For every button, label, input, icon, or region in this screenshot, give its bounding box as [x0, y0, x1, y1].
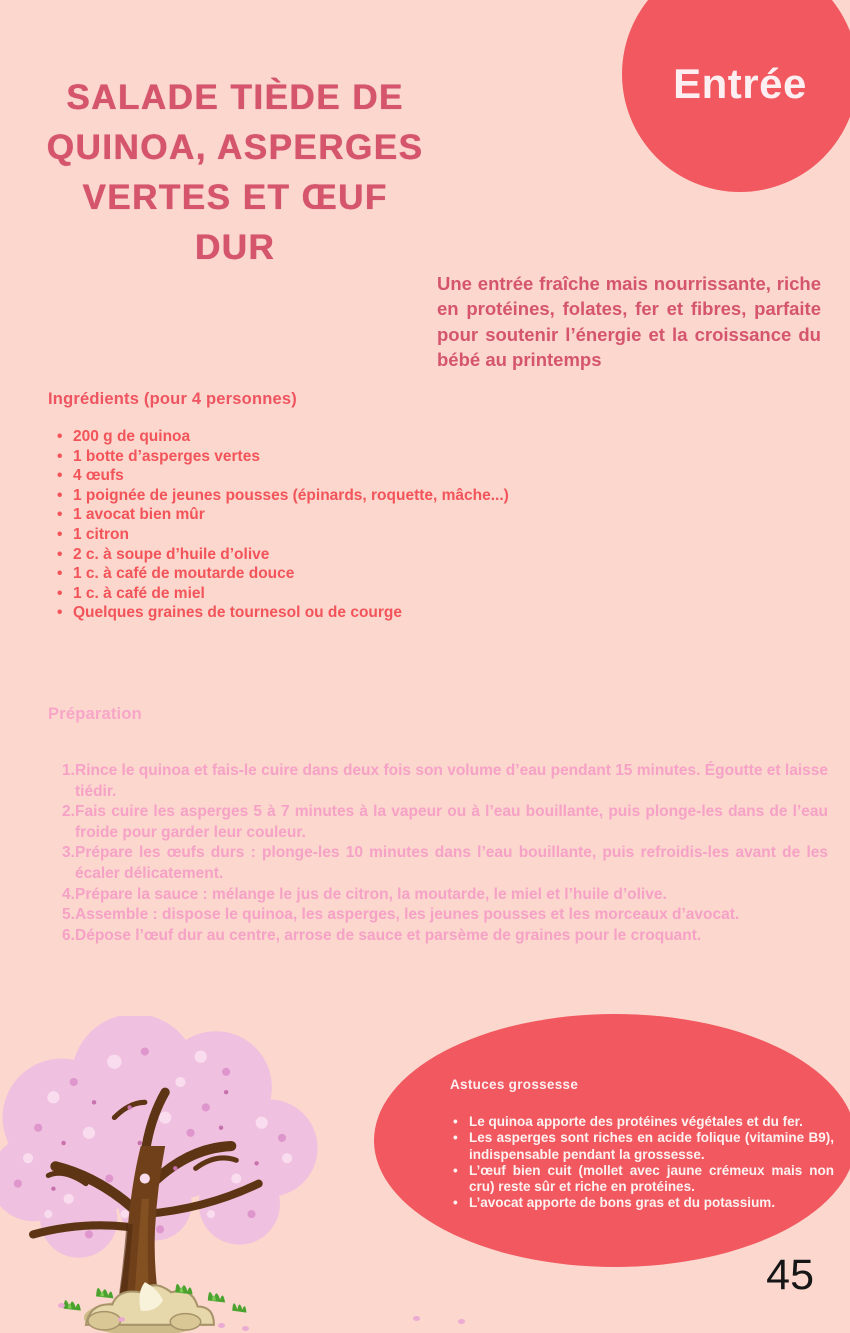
- pregnancy-tip-item: • Les asperges sont riches en acide folique (vitamine B9), indispensable pendant la grossesse.: [452, 1130, 834, 1163]
- category-badge-label: Entrée: [673, 60, 807, 107]
- preparation-step: Prépare les œufs durs : plonge-les 10 minutes dans l’eau bouillante, puis refroidis-les avant de les écaler délicatement.: [75, 844, 828, 882]
- cherry-blossom-tree-illustration: [0, 1016, 320, 1333]
- ingredient-item: • 1 c. à café de miel: [56, 584, 576, 604]
- pregnancy-tip-item: • L’avocat apporte de bons gras et du potassium.: [452, 1195, 834, 1211]
- pregnancy-tip-item: • L’œuf bien cuit (mollet avec jaune crémeux mais non cru) reste sûr et riche en protéines.: [452, 1163, 834, 1196]
- ingredient-item: • 1 poignée de jeunes pousses (épinards, roquette, mâche...): [56, 486, 576, 506]
- preparation-steps-list: [62, 761, 828, 946]
- ingredient-item: • 200 g de quinoa: [56, 427, 576, 447]
- preparation-step: Assemble : dispose le quinoa, les asperges, les jeunes pousses et les morceaux d’avocat.: [75, 906, 740, 924]
- page-title: [38, 73, 432, 273]
- fallen-petal: [458, 1319, 465, 1324]
- ingredients-list: [56, 427, 576, 623]
- ingredient-item: • 1 c. à café de moutarde douce: [56, 564, 576, 584]
- ingredient-item: • 2 c. à soupe d’huile d’olive: [56, 545, 576, 565]
- page-number: 45: [766, 1251, 814, 1299]
- pregnancy-tips-panel: [374, 1014, 850, 1267]
- pregnancy-tips-list: [452, 1114, 834, 1212]
- pregnancy-tip-item: • Le quinoa apporte des protéines végétales et du fer.: [452, 1114, 834, 1130]
- preparation-step: Rince le quinoa et fais-le cuire dans deux fois son volume d’eau pendant 15 minutes. Égoutte et laisse tiédir.: [75, 762, 828, 800]
- ingredient-item: • 1 citron: [56, 525, 576, 545]
- preparation-step: Prépare la sauce : mélange le jus de citron, la moutarde, le miel et l’huile d’olive.: [75, 885, 667, 903]
- ingredient-item: • 1 botte d’asperges vertes: [56, 447, 576, 467]
- intro-paragraph: Une entrée fraîche mais nourrissante, riche en protéines, folates, fer et fibres, parfaite pour soutenir l’énergie et la croissance du bébé au printemps: [437, 272, 821, 370]
- preparation-step: Dépose l’œuf dur au centre, arrose de sauce et parsème de graines pour le croquant.: [75, 926, 702, 944]
- ingredient-item: • Quelques graines de tournesol ou de courge: [56, 603, 576, 623]
- page-title-line-1: SALADE TIÈDE DE: [66, 78, 404, 118]
- fallen-petal: [413, 1316, 420, 1321]
- page-title-line-3: VERTES ET ŒUF DUR: [82, 178, 388, 268]
- fallen-petal: [58, 1303, 65, 1308]
- ingredient-item: • 1 avocat bien mûr: [56, 505, 576, 525]
- pregnancy-tips-heading: Astuces grossesse: [450, 1077, 579, 1092]
- fallen-petal: [242, 1326, 249, 1331]
- preparation-heading: Préparation: [48, 705, 142, 723]
- category-badge-circle: [622, 0, 850, 192]
- preparation-step: Fais cuire les asperges 5 à 7 minutes à la vapeur ou à l’eau bouillante, puis plonge-les dans de l’eau froide pour garder leur couleur.: [75, 803, 828, 841]
- page-title-line-2: QUINOA, ASPERGES: [46, 128, 424, 168]
- fallen-petal: [218, 1323, 225, 1328]
- fallen-petal: [118, 1317, 125, 1322]
- ingredients-heading: Ingrédients (pour 4 personnes): [48, 390, 297, 408]
- ingredient-item: • 4 œufs: [56, 466, 576, 486]
